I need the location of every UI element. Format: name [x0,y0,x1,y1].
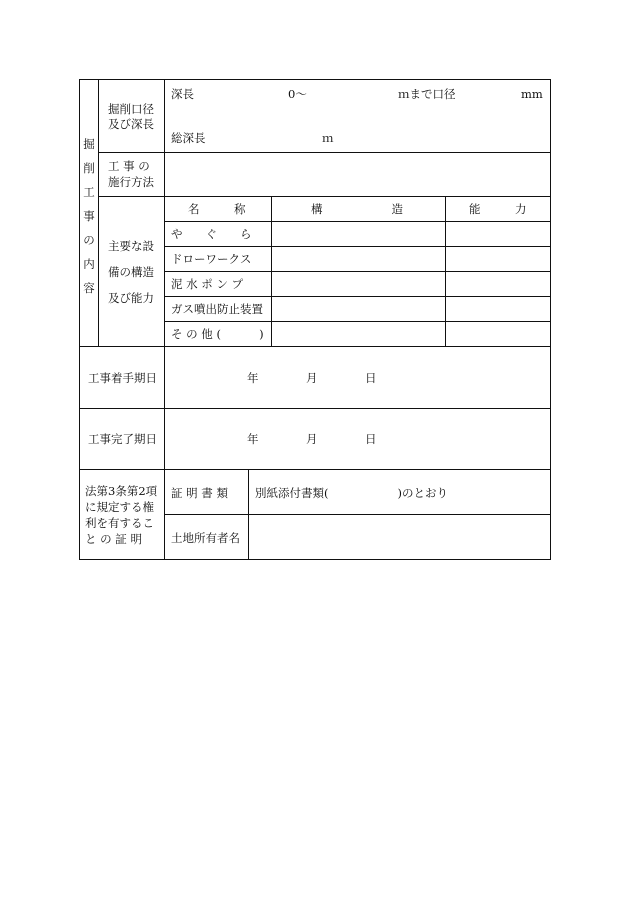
header-capacity: 能 力 [469,202,527,216]
finish-date-label: 工事完了期日 [88,432,157,446]
section-char: 事 [83,209,95,223]
divider [79,408,551,409]
equipment-label-line3: 及び能力 [108,291,154,305]
section-char: 容 [83,281,95,295]
finish-day: 日 [365,432,377,446]
diameter-unit: mm [521,87,543,101]
finish-year: 年 [247,432,259,446]
method-label-line1: 工 事 の [108,159,150,173]
divider [164,246,551,247]
section-char: の [83,233,95,247]
equipment-row-name: ドローワークス [171,252,252,266]
divider [164,321,551,322]
rights-label-line2: に規定する権 [85,500,154,514]
depth-from: 0～ [288,87,307,101]
divider [164,514,551,515]
equipment-row-name: そ の 他 ( ) [171,327,264,341]
proof-document-value: 別紙添付書類( )のとおり [255,486,448,500]
divider [164,221,551,222]
rights-label-line1: 法第3条第2項 [85,484,158,498]
divider [98,79,99,346]
section-char: 工 [83,185,95,199]
equipment-label-line1: 主要な設 [108,239,154,253]
section-char: 削 [83,161,95,175]
total-depth-unit: ｍ [322,131,334,145]
start-year: 年 [247,371,259,385]
header-structure: 構 造 [311,202,403,216]
divider [98,196,551,197]
equipment-label-line2: 備の構造 [108,265,154,279]
equipment-row-name: 泥 水 ポ ン プ [171,277,244,291]
bore-label-line1: 掘削口径 [108,102,154,116]
method-label-line2: 施行方法 [108,175,154,189]
depth-label: 深長 [171,87,194,101]
header-name: 名 称 [188,202,246,216]
section-char: 掘 [83,137,95,151]
divider [98,152,551,153]
landowner-label: 土地所有者名 [171,531,240,545]
rights-label-line4: と の 証 明 [85,532,142,546]
equipment-row-name: ガス噴出防止装置 [171,302,263,316]
finish-month: 月 [306,432,318,446]
total-depth-label: 総深長 [171,131,206,145]
start-date-label: 工事着手期日 [88,371,157,385]
equipment-row-name: や ぐ ら [171,227,252,241]
start-day: 日 [365,371,377,385]
divider [164,296,551,297]
section-char: 内 [83,257,95,271]
depth-unit: ｍまで口径 [398,87,456,101]
bore-label-line2: 及び深長 [108,117,154,131]
start-month: 月 [306,371,318,385]
divider [164,271,551,272]
proof-document-label: 証 明 書 類 [171,486,228,500]
divider [79,469,551,470]
rights-label-line3: 利を有するこ [85,516,154,530]
divider [79,346,551,347]
